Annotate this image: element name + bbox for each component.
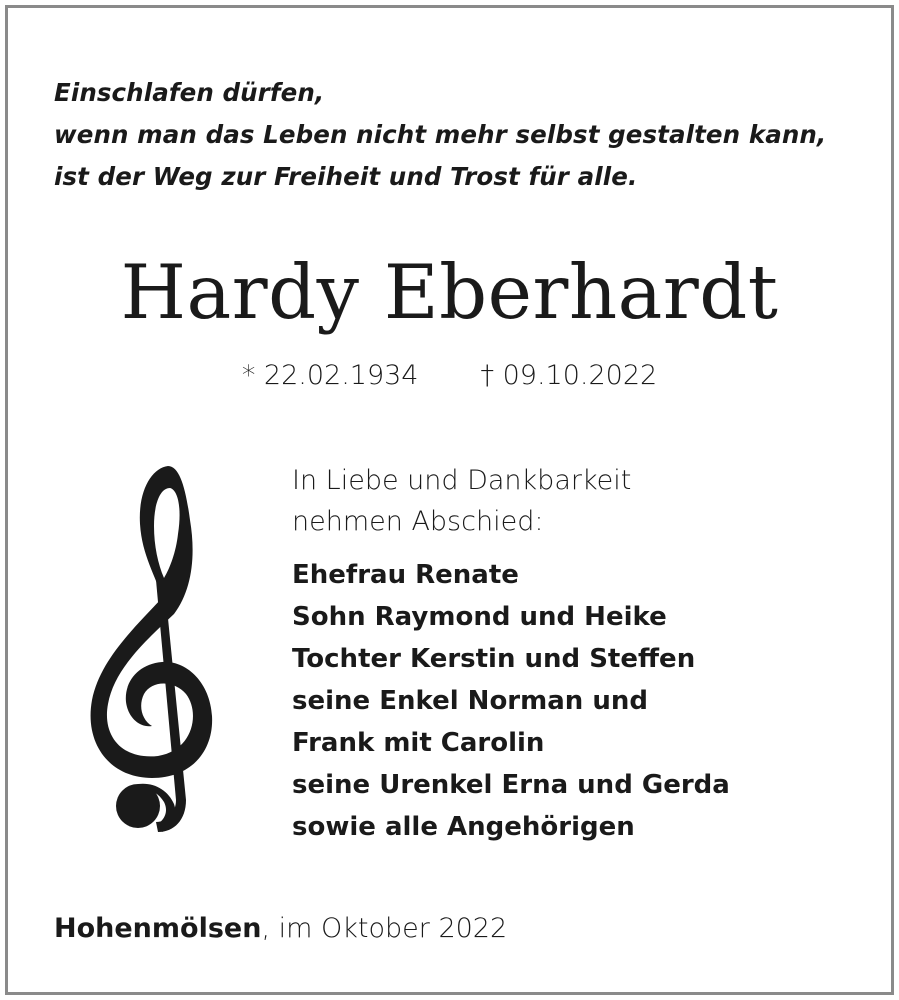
mourner-item: seine Enkel Norman und: [292, 686, 648, 716]
farewell-intro: [292, 460, 631, 542]
notice-date: im Oktober 2022: [270, 913, 508, 944]
mourner-item: Sohn Raymond und Heike: [292, 602, 667, 632]
motto-line-3: ist der Weg zur Freiheit und Trost für alle.: [54, 162, 638, 191]
intro-line-2: nehmen Abschied:: [292, 506, 544, 537]
motto-line-1: Einschlafen dürfen,: [54, 78, 325, 107]
obituary-card: [5, 5, 894, 995]
intro-line-1: In Liebe und Dankbarkeit: [292, 465, 632, 496]
mourner-item: sowie alle Angehörigen: [292, 812, 635, 842]
mourner-item: seine Urenkel Erna und Gerda: [292, 770, 730, 800]
motto-quote: [54, 72, 826, 198]
death-date: † 09.10.2022: [480, 360, 658, 391]
mourner-item: Ehefrau Renate: [292, 560, 519, 590]
mourner-item: Frank mit Carolin: [292, 728, 545, 758]
life-dates: [8, 356, 891, 396]
place-name: Hohenmölsen: [54, 913, 262, 944]
mourners-list: [292, 554, 730, 848]
place-and-date: [54, 908, 507, 950]
motto-line-2: wenn man das Leben nicht mehr selbst gestalten kann,: [54, 120, 827, 149]
birth-date: * 22.02.1934: [241, 360, 419, 391]
deceased-name: Hardy Eberhardt: [120, 248, 779, 336]
treble-clef-icon: [82, 460, 222, 840]
mourner-item: Tochter Kerstin und Steffen: [292, 644, 696, 674]
place-separator: ,: [261, 913, 271, 944]
